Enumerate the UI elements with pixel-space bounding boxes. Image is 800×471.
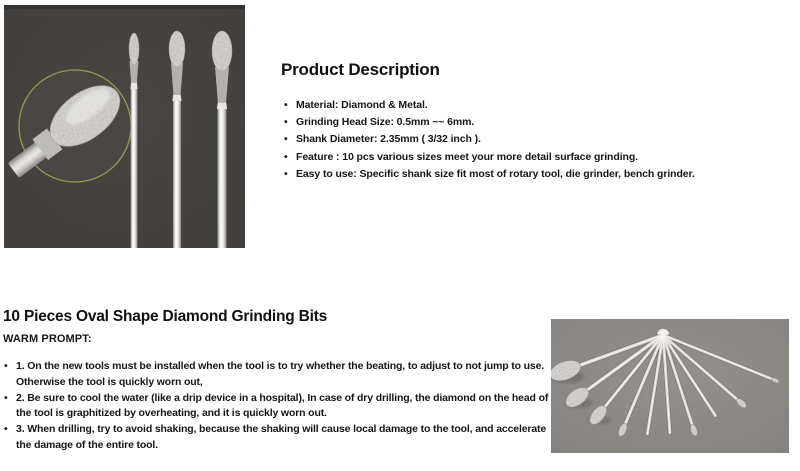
warm-prompt-section — [3, 308, 551, 454]
list-item: • Grinding Head Size: 0.5mm ~~ 6mm. — [281, 114, 795, 131]
warm-prompt-list — [3, 359, 551, 454]
list-item: • Feature : 10 pcs various sizes meet your more detail surface grinding. — [281, 149, 795, 166]
list-item: • 2. Be sure to cool the water (like a drip device in a hospital), In case of dry drilling, the diamond on the head of the tool is graphitized by overheating, and it is quickly worn out. — [3, 391, 551, 423]
list-item: • Material: Diamond & Metal. — [281, 97, 795, 114]
product-description-section — [281, 60, 795, 183]
photo-ten-bits-fan — [551, 319, 789, 453]
product-description-list — [281, 97, 795, 183]
product-title: 10 Pieces Oval Shape Diamond Grinding Bits — [3, 308, 328, 325]
list-item: • Shank Diameter: 2.35mm ( 3/32 inch ). — [281, 131, 795, 148]
list-item: • 1. On the new tools must be installed when the tool is to try whether the beating, to adjust to not jump to use. Otherwise the tool is quickly worn out, — [3, 359, 551, 391]
list-item: • 3. When drilling, try to avoid shaking, because the shaking will cause local damage to the tool, and accelerate the damage of the entire tool. — [3, 422, 551, 454]
warm-prompt-label: WARM PROMPT: — [3, 333, 92, 345]
photo-three-diamond-bits — [4, 5, 245, 248]
product-description-title: Product Description — [281, 60, 440, 79]
list-item: • Easy to use: Specific shank size fit most of rotary tool, die grinder, bench grinder. — [281, 166, 795, 183]
